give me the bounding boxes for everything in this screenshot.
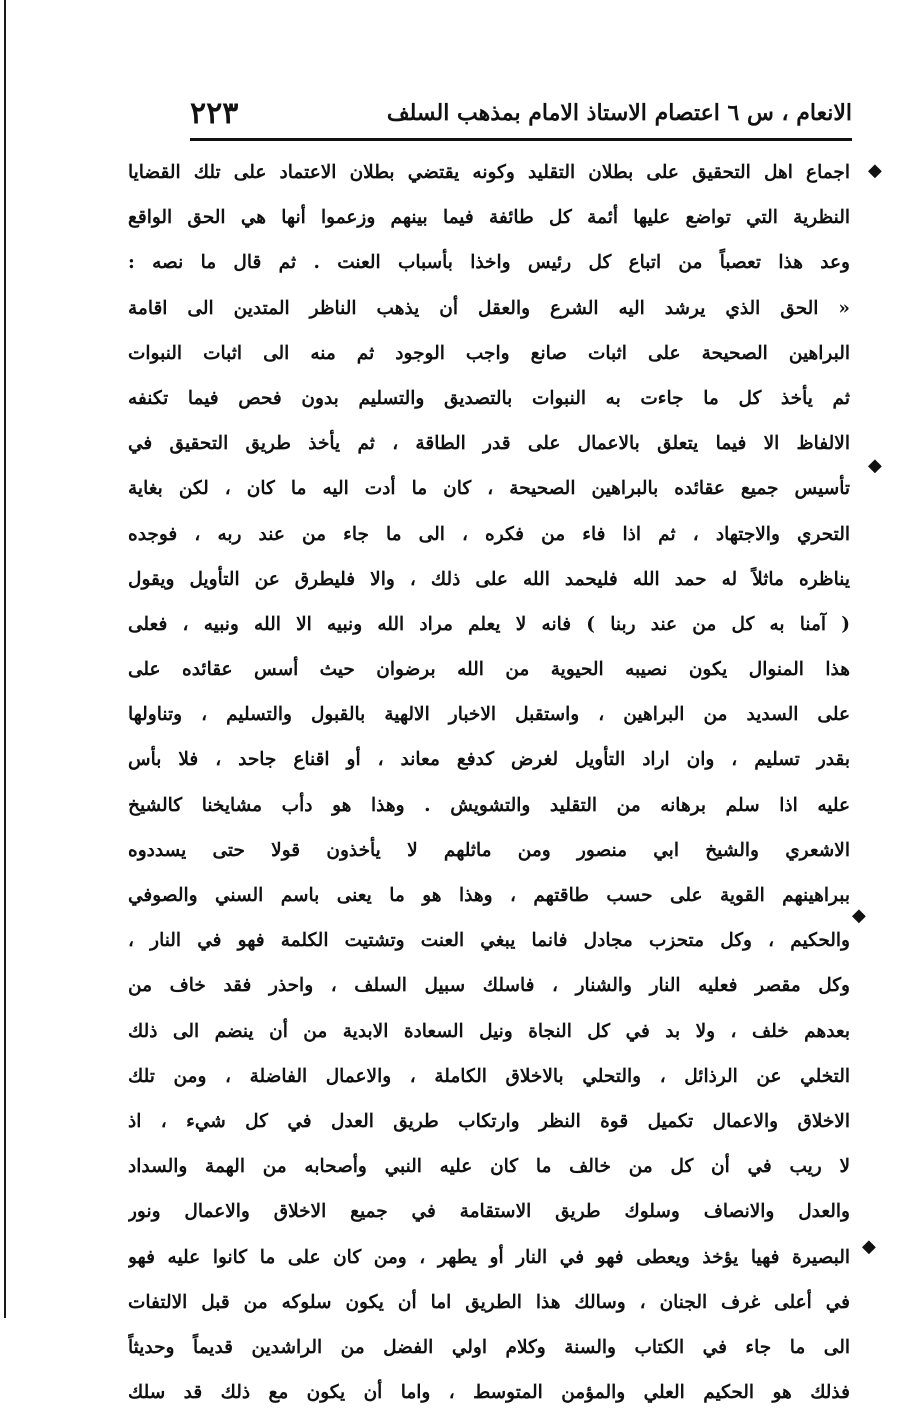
text-line: ( آمنا به كل من عند ربنا ) فانه لا يعلم مراد الله ونبيه الا الله ونبيه ، فعلى xyxy=(128,613,850,635)
text-line: تأسيس جميع عقائده بالبراهين الصحيحة ، كان ما أدت اليه ما كان ، لكن بغاية xyxy=(128,478,850,500)
text-line: البصيرة فهيا يؤخذ ويعطى فهو في النار أو يطهر ، ومن كان على ما كانوا عليه فهو xyxy=(128,1246,850,1268)
text-line: لا ريب في أن كل من خالف ما كان عليه النبي وأصحابه من الهمة والسداد xyxy=(128,1156,850,1178)
margin-marker-icon: ◆ xyxy=(862,1236,876,1257)
margin-marker-icon: ◆ xyxy=(868,160,882,181)
text-line: وكل مقصر فعليه النار والشنار ، فاسلك سبيل السلف ، واحذر فقد خاف من xyxy=(128,975,850,997)
text-line: ثم يأخذ كل ما جاءت به النبوات بالتصديق والتسليم بدون فحص فيما تكنفه xyxy=(128,387,850,409)
page-number: ٢٢٣ xyxy=(190,96,239,131)
header-title: الانعام ، س ٦ اعتصام الاستاذ الامام بمذهب السلف xyxy=(386,100,852,126)
text-line: يناظره ماثلاً له حمد الله فليحمد الله على ذلك ، والا فليطرق عن التأويل ويقول xyxy=(128,568,850,590)
text-line: التحري والاجتهاد ، ثم اذا فاء من فكره ، الى ما جاء من عند ربه ، فوجده xyxy=(128,523,850,545)
text-line: الاشعري والشيخ ابي منصور ومن ماثلهم لا يأخذون قولا حتى يسددوه xyxy=(128,839,850,861)
text-line: الى ما جاء في الكتاب والسنة وكلام اولي الفضل من الراشدين قديماً وحديثاً xyxy=(128,1336,850,1358)
header-divider xyxy=(190,138,852,141)
text-line: الالفاظ الا فيما يتعلق بالاعمال على قدر الطاقة ، ثم يأخذ طريق التحقيق في xyxy=(128,433,850,455)
text-line: التخلي عن الرذائل ، والتحلي بالاخلاق الكاملة ، والاعمال الفاضلة ، ومن تلك xyxy=(128,1065,850,1087)
text-line: وعد هذا تعصباً من اتباع كل رئيس واخذا بأسباب العنت . ثم قال ما نصه : xyxy=(128,252,850,274)
text-line: ببراهينهم القوية على حسب طاقتهم ، وهذا هو ما يعنى باسم السني والصوفي xyxy=(128,885,850,906)
text-line: فذلك هو الحكيم العلي والمؤمن المتوسط ، واما أن يكون مع ذلك قد سلك xyxy=(128,1382,850,1404)
text-line: هذا المنوال يكون نصيبه الحيوية من الله برضوان حيث أسس عقائده على xyxy=(128,659,850,681)
text-line: « الحق الذي يرشد اليه الشرع والعقل أن يذهب الناظر المتدين الى اقامة xyxy=(128,297,850,319)
margin-marker-icon: ◆ xyxy=(852,905,866,926)
body-text xyxy=(128,150,850,1415)
text-line: الاخلاق والاعمال تكميل قوة النظر وارتكاب طريق العدل في كل شيء ، اذ xyxy=(128,1110,850,1132)
text-line: والعدل والانصاف وسلوك طريق الاستقامة في جميع الاخلاق والاعمال ونور xyxy=(128,1201,850,1223)
text-line: النظرية التي تواضع عليها أئمة كل طائفة فيما بينهم وزعموا أنها هي الحق الواقع xyxy=(128,207,850,229)
margin-marker-icon: ◆ xyxy=(868,455,882,476)
text-line: في أعلى غرف الجنان ، وسالك هذا الطريق اما أن يكون سلوكه من قبل الالتفات xyxy=(128,1291,850,1313)
text-line: اجماع اهل التحقيق على بطلان التقليد وكونه يقتضي بطلان الاعتماد على تلك القضايا xyxy=(128,162,850,183)
text-line: عليه اذا سلم برهانه من التقليد والتشويش . وهذا هو دأب مشايخنا كالشيخ xyxy=(128,794,850,816)
text-line: على السديد من البراهين ، واستقبل الاخبار الالهية بالقبول والتسليم ، وتناولها xyxy=(128,704,850,726)
running-header xyxy=(190,96,852,136)
text-line: بعدهم خلف ، ولا بد في كل النجاة ونيل السعادة الابدية من أن ينضم الى ذلك xyxy=(128,1020,850,1042)
binding-edge-line xyxy=(4,0,6,1318)
text-line: البراهين الصحيحة على اثبات صانع واجب الوجود ثم منه الى اثبات النبوات xyxy=(128,342,850,364)
text-line: والحكيم ، وكل متحزب مجادل فانما يبغي العنت وتشتيت الكلمة فهو في النار ، xyxy=(128,930,850,952)
text-line: بقدر تسليم ، وان اراد التأويل لغرض كدفع معاند ، أو اقناع جاحد ، فلا بأس xyxy=(128,749,850,771)
